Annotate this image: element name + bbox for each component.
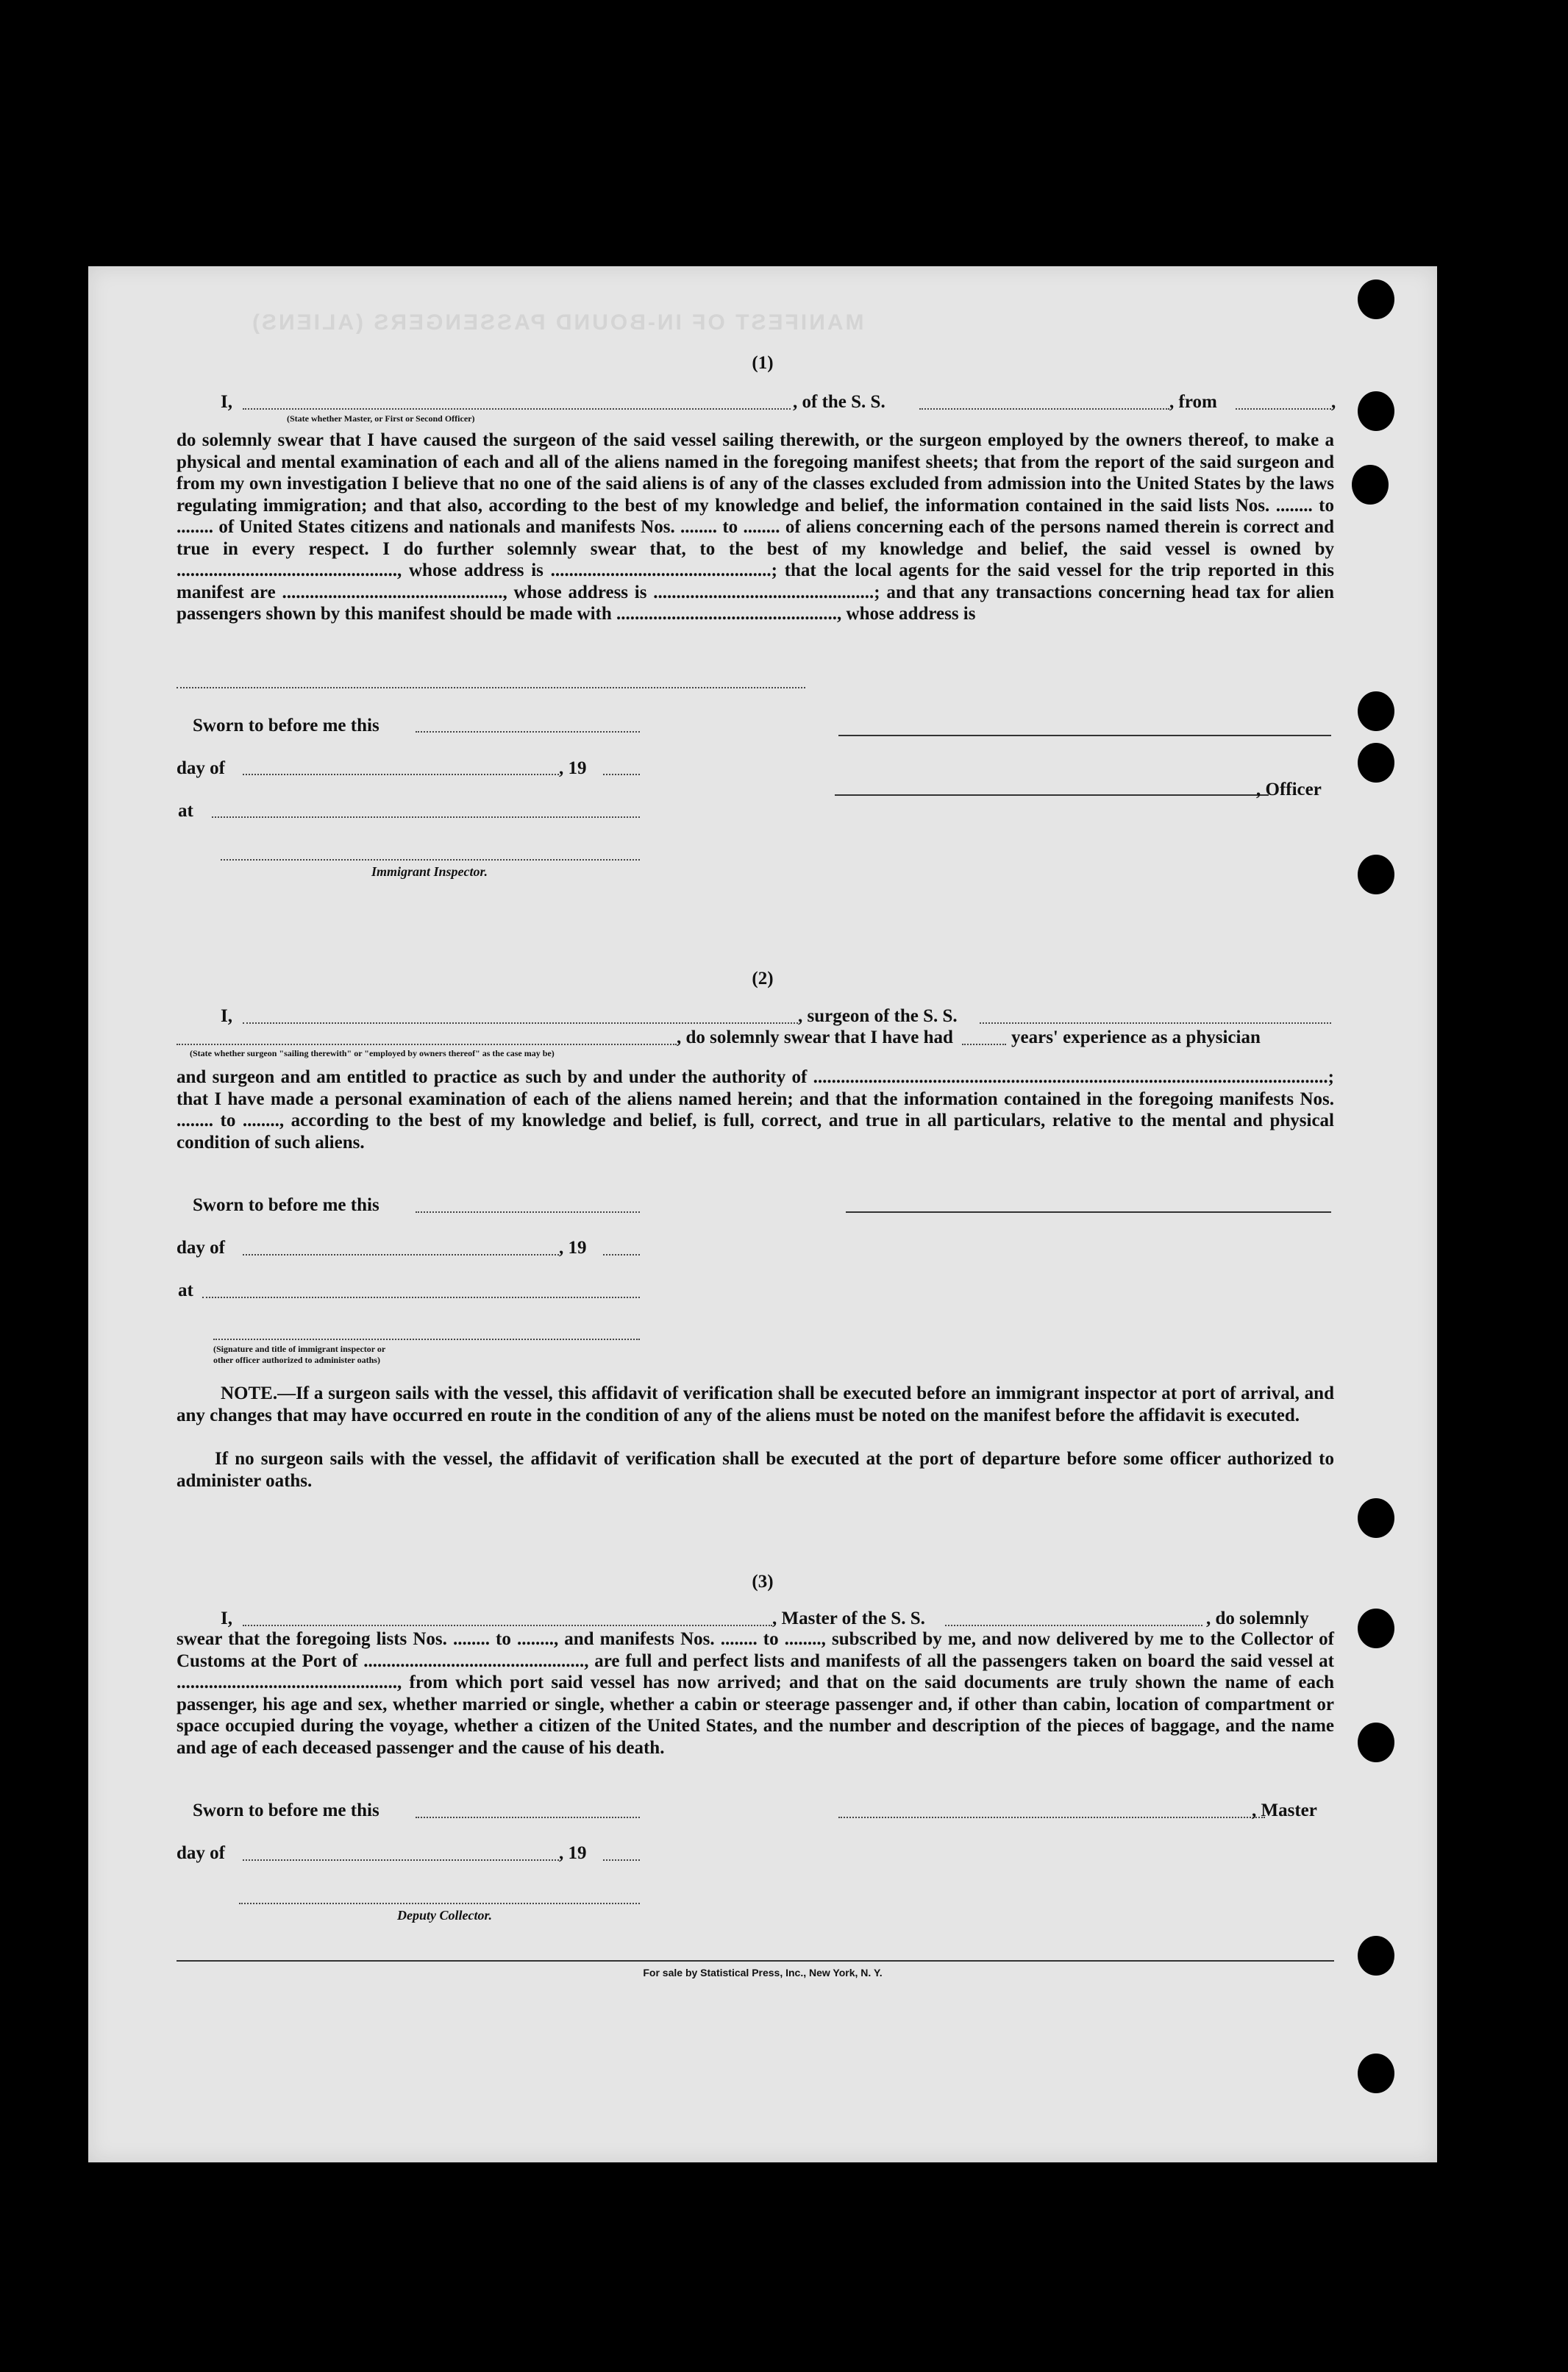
manifest-back-page bbox=[88, 266, 1437, 2162]
s3-deputy-caption: Deputy Collector. bbox=[397, 1908, 492, 1923]
s2-sworn-line[interactable] bbox=[416, 1211, 640, 1213]
binder-hole bbox=[1358, 1498, 1394, 1538]
s3-master-of-label: , Master of the S. S. bbox=[772, 1609, 925, 1628]
s2-surgeon-status-line[interactable] bbox=[177, 1044, 677, 1045]
s2-at-label: at bbox=[178, 1281, 193, 1300]
s2-years-line[interactable] bbox=[962, 1044, 1006, 1045]
s1-oath-paragraph: do solemnly swear that I have caused the surgeon of the said vessel sailing therewith, or the surgeon employed by the owners thereof, to make a physical and mental examination of each and all of the aliens named in the foregoing manifest sheets; that from the report of the said surgeon and from my own investigation I believe that no one of the said aliens is of any of the classes excluded from admission into the United States by the laws regulating immigration; and that also, according to the best of my knowledge and belief, the information contained in the said lists Nos. ........ to ........ of United States citizens and nationals and manifests Nos. ........ to ........ of aliens concerning each of the persons named therein is correct and true in every respect. I do further solemnly swear that, to the best of my knowledge and belief, the said vessel is owned by ................................................, whose address is ................................................; that the local agents for the said vessel for the trip reported in this manifest are ................................................, whose address is ................................................; and that any transactions concerning head tax for alien passengers shown by this manifest should be made with ................................................, whose address is bbox=[177, 430, 1334, 624]
s1-sworn-label: Sworn to before me this bbox=[193, 716, 379, 736]
s3-master-label: , Master bbox=[1252, 1801, 1317, 1820]
s2-note: NOTE.—If a surgeon sails with the vessel, this affidavit of verification shall be executed before an immigrant inspector at port of arrival, and any changes that may have occurred en route in the condition of any of the aliens must be noted on the manifest before the affidavit is executed. bbox=[177, 1383, 1334, 1425]
s3-master-signature-line[interactable] bbox=[838, 1817, 1265, 1818]
binder-hole bbox=[1358, 391, 1394, 431]
binder-hole bbox=[1358, 279, 1394, 319]
s2-year-label: , 19 bbox=[559, 1238, 587, 1258]
binder-hole bbox=[1358, 855, 1394, 894]
s2-signature-caption-1: (Signature and title of immigrant inspector or bbox=[213, 1344, 386, 1354]
s3-year-label: , 19 bbox=[559, 1843, 587, 1863]
s1-inspector-caption: Immigrant Inspector. bbox=[371, 864, 488, 879]
section-3-number: (3) bbox=[752, 1572, 774, 1592]
s2-sworn-label: Sworn to before me this bbox=[193, 1195, 379, 1215]
s2-i: I, bbox=[221, 1006, 232, 1026]
s3-do-solemnly-label: , do solemnly bbox=[1206, 1609, 1309, 1628]
s1-officer-title-line[interactable] bbox=[835, 794, 1269, 796]
s3-sworn-line[interactable] bbox=[416, 1817, 640, 1818]
bleed-through-heading: MANIFEST OF IN-BOUND PASSENGERS (ALIENS) bbox=[250, 310, 864, 335]
binder-hole bbox=[1358, 1723, 1394, 1762]
section-2-number: (2) bbox=[752, 969, 774, 989]
s2-swear-label: , do solemnly swear that I have had bbox=[677, 1027, 953, 1047]
s1-year-line[interactable] bbox=[603, 774, 640, 775]
s1-day-line[interactable] bbox=[243, 774, 559, 775]
s3-sworn-label: Sworn to before me this bbox=[193, 1801, 379, 1820]
s2-surgeon-caption: (State whether surgeon "sailing therewith" or "employed by owners thereof" as the case may be) bbox=[190, 1048, 555, 1058]
s1-day-of-label: day of bbox=[177, 758, 225, 778]
binder-hole bbox=[1358, 2054, 1394, 2093]
s2-year-line[interactable] bbox=[603, 1254, 640, 1256]
s2-note-2: If no surgeon sails with the vessel, the affidavit of verification shall be executed at the port of departure before some officer authorized to administer oaths. bbox=[177, 1449, 1334, 1491]
s3-day-line[interactable] bbox=[243, 1859, 559, 1861]
s1-comma: , bbox=[1331, 392, 1336, 412]
section-1-number: (1) bbox=[752, 353, 774, 373]
s2-inspector-signature-line[interactable] bbox=[213, 1339, 640, 1340]
s2-surgeon-name-line[interactable] bbox=[243, 1022, 798, 1024]
s2-oath-paragraph: and surgeon and am entitled to practice as such by and under the authority of ................................................................................................................; that I have made a personal examination of each of the aliens named herein; and that the information contained in the foregoing manifests Nos. ........ to ........, according to the best of my knowledge and belief, is full, correct, and true in all particulars, relative to the mental and physical condition of such aliens. bbox=[177, 1067, 1334, 1153]
s1-officer-signature-line[interactable] bbox=[838, 735, 1331, 736]
s1-of-ss-label: , of the S. S. bbox=[793, 392, 885, 412]
s1-year-label: , 19 bbox=[559, 758, 587, 778]
binder-hole bbox=[1358, 743, 1394, 783]
s2-signature-caption-2: other officer authorized to administer oaths) bbox=[213, 1355, 380, 1365]
s3-oath-paragraph: swear that the foregoing lists Nos. ........ to ........, and manifests Nos. ........ to ........, subscribed by me, and now delivered by me to the Collector of Customs at the Port of ................................................, are full and perfect lists and manifests of all the passengers taken on board the said vessel at ................................................, from which port said vessel has now arrived; and that on the said documents are truly shown the name of each passenger, his age and sex, whether married or single, whether a cabin or steerage passenger and, if other than cabin, location of compartment or space occupied during the voyage, whether a citizen of the United States, and the number and description of the pieces of baggage, and the name and age of each deceased passenger and the cause of his death. bbox=[177, 1629, 1334, 1758]
s2-day-line[interactable] bbox=[243, 1254, 559, 1256]
s3-deputy-signature-line[interactable] bbox=[239, 1903, 640, 1904]
s1-officer-name-line[interactable] bbox=[243, 408, 791, 410]
binder-hole bbox=[1358, 691, 1394, 731]
s2-surgeon-signature-line[interactable] bbox=[846, 1211, 1331, 1213]
s1-at-label: at bbox=[178, 801, 193, 821]
s1-address-line[interactable] bbox=[177, 687, 805, 688]
footer-rule bbox=[177, 1960, 1334, 1962]
s1-officer-label: , Officer bbox=[1256, 780, 1322, 799]
s1-from-line[interactable] bbox=[1236, 408, 1331, 410]
s1-vessel-line[interactable] bbox=[919, 408, 1169, 410]
s1-from-label: , from bbox=[1169, 392, 1217, 412]
binder-hole bbox=[1352, 465, 1389, 505]
s3-i: I, bbox=[221, 1609, 232, 1628]
s2-at-line[interactable] bbox=[202, 1297, 640, 1298]
s1-i: I, bbox=[221, 392, 232, 412]
binder-hole bbox=[1358, 1609, 1394, 1648]
s3-master-name-line[interactable] bbox=[243, 1625, 772, 1626]
s1-sworn-line[interactable] bbox=[416, 731, 640, 733]
s2-vessel-line[interactable] bbox=[980, 1022, 1331, 1024]
s3-vessel-line[interactable] bbox=[945, 1625, 1202, 1626]
s3-year-line[interactable] bbox=[603, 1859, 640, 1861]
s1-officer-caption: (State whether Master, or First or Second Officer) bbox=[287, 413, 475, 424]
s2-surgeon-of-label: , surgeon of the S. S. bbox=[798, 1006, 958, 1026]
s1-inspector-signature-line[interactable] bbox=[221, 859, 640, 861]
s2-day-of-label: day of bbox=[177, 1238, 225, 1258]
footer-printer-note: For sale by Statistical Press, Inc., New York, N. Y. bbox=[643, 1967, 883, 1979]
s1-at-line[interactable] bbox=[212, 816, 640, 818]
s3-day-of-label: day of bbox=[177, 1843, 225, 1863]
s2-years-label: years' experience as a physician bbox=[1011, 1027, 1261, 1047]
